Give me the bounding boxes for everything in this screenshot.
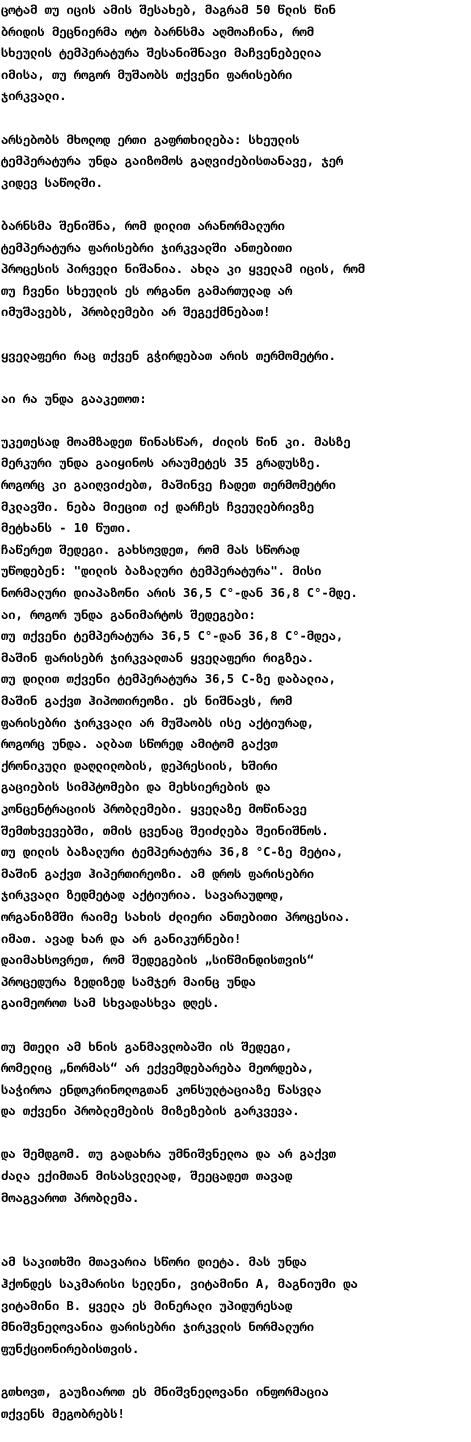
text-line: ვიტამინი B. ყველა ეს მინერალი უპიდურესად — [1, 1298, 293, 1313]
text-line: თუ დილით თქვენი ტემპერატურა 36,5 C-ზე დაბალია, — [1, 672, 336, 687]
text-line: მეტხანს - 10 წუთი. — [1, 521, 133, 536]
text-line: როგორც უნდა. ალბათ სწორედ ამიტომ გაქვთ — [1, 737, 278, 752]
paragraph — [1, 432, 467, 1015]
text-line: როგორც კი გაიღვიძებთ, მაშინვე ჩადეთ თერმომეტრი — [1, 478, 336, 493]
text-line: საჭიროა ენდოკრინოლოგთან კონსულტაციაზე წასვლა — [1, 1082, 322, 1097]
paragraph — [1, 1382, 467, 1425]
text-line: მოაგვაროთ პრობლემა. — [1, 1190, 140, 1205]
text-line: ორგანიზმში რაიმე სახის ძლიერი ანთებითი პროცესია. — [1, 909, 351, 924]
text-line: მაშინ გაქვთ ჰიპერთირეოზი. ამ დროს ფარისებრი — [1, 866, 315, 881]
text-line: გაიმეოროთ სამ სხვადასხვა დღეს. — [1, 996, 220, 1011]
paragraph — [1, 346, 467, 368]
text-line: ჰქონდეს საკმარისი სელენი, ვიტამინი A, მაგნიუმი და — [1, 1277, 358, 1292]
text-line: სხეულის ტემპერატურა შესანიშნავი მაჩვენებელია — [1, 46, 322, 61]
paragraph — [1, 1037, 467, 1123]
text-line: არსებობს მხოლოდ ერთი გაფრთხილება: სხეულის — [1, 132, 300, 147]
text-line: აი, როგორ უნდა განიმარტოს შედეგები: — [1, 607, 256, 622]
paragraph-gap — [1, 1231, 467, 1253]
text-line: მკლავში. ნება მიეცით იქ დარჩეს ჩვეულებრივზე — [1, 499, 315, 514]
text-line: რომელიც „ნორმას“ არ ექვემდებარება მეორდება, — [1, 1061, 315, 1076]
text-line: დაიმახსოვრეთ, რომ შედეგების „სიწმინდისთვის“ — [1, 953, 315, 968]
paragraph-gap — [1, 410, 467, 432]
text-line: მნიშვნელოვანია ფარისებრი ჯირკვლის ნორმალური — [1, 1320, 315, 1335]
text-line: იმათ. ავად ხარ და არ განიკურნები! — [1, 931, 242, 946]
text-line: თუ თქვენი ტემპერატურა 36,5 C°-დან 36,8 C°-მდეა, — [1, 629, 344, 644]
paragraph-gap — [1, 1015, 467, 1037]
text-line: ყველაფერი რაც თქვენ გჭირდებათ არის თერმომეტრი. — [1, 348, 336, 363]
text-line: ფარისებრი ჯირკვალი არ მუშაობს ისე აქტიურად, — [1, 715, 315, 730]
text-line: გთხოვთ, გაუზიაროთ ეს მნიშვნელოვანი ინფორმაცია — [1, 1385, 329, 1399]
text-line: იმისა, თუ როგორ მუშაობს თქვენი ფარისებრი — [1, 67, 293, 82]
text-line: უკეთესად მოამზადეთ წინასწარ, ძილის წინ კი. მასზე — [1, 434, 351, 449]
paragraph-gap — [1, 108, 467, 130]
paragraph — [1, 216, 467, 324]
text-line: ტემპერატურა უნდა გაიზომოს გაღვიძებისთანავე, ჯერ — [1, 154, 344, 169]
text-line: თქვენს მეგობრებს! — [1, 1406, 125, 1421]
text-line: მერკური უნდა გაიყინოს არაუმეტეს 35 გრადუსზე. — [1, 456, 322, 471]
text-line: ჯირკვალი. — [1, 89, 67, 104]
paragraph-gap — [1, 1123, 467, 1145]
paragraph-gap — [1, 1360, 467, 1382]
article-body — [1, 0, 467, 1425]
text-line: გაციების სიმპტომები და მეხსიერების და — [1, 780, 271, 795]
text-line: ქრონიკული დაღლილობის, დეპრესიის, ხშირი — [1, 758, 278, 773]
paragraph — [1, 389, 467, 411]
text-line: თუ მთელი ამ ხნის განმავლობაში ის შედეგი, — [1, 1039, 293, 1054]
text-line: ძალა ექიმთან მისასვლელად, შეეცადეთ თავად — [1, 1169, 293, 1184]
text-line: პროცესის პირველი ნიშანია. ახლა კი ყველამ იცის, რომ — [1, 262, 366, 277]
text-line: მაშინ ფარისებრ ჯირკვალთან ყველაფერი რიგზეა. — [1, 650, 315, 665]
text-line: უწოდებენ: "დილის ბაზალური ტემპერატურა". მისი — [1, 564, 322, 579]
text-line: კონცენტრაციის პრობლემები. ყველაზე მოწინავე — [1, 801, 307, 816]
paragraph — [1, 130, 467, 195]
text-line: ცოტამ თუ იცის ამის შესახებ, მაგრამ 50 წლის წინ — [1, 3, 336, 17]
text-line: ფუნქციონირებისთვის. — [1, 1341, 140, 1356]
text-line: ბრიდის მეცნიერმა ოტო ბარნსმა აღმოაჩინა, რომ — [1, 24, 315, 39]
text-line: აი რა უნდა გააკეთოთ: — [1, 391, 147, 406]
paragraph — [1, 1144, 467, 1209]
text-line: პროცედურა ზედიზედ სამჯერ მაინც უნდა — [1, 974, 256, 989]
text-line: და თქვენი პრობლემების მიზეზების გარკვევა. — [1, 1104, 300, 1119]
text-line: თუ დილის ბაზალური ტემპერატურა 36,8 °C-ზე მეტია, — [1, 845, 344, 860]
text-line: კიდევ საწოლში. — [1, 175, 103, 190]
text-line: და შემდგომ. თუ გადახრა უმნიშვნელოა და არ გაქვთ — [1, 1147, 336, 1162]
text-line: შემთხვევებში, თმის ცვენაც შეიძლება შეინიშნოს. — [1, 823, 329, 838]
text-line: ბარნსმა შენიშნა, რომ დილით არანორმალური — [1, 218, 285, 233]
paragraph-gap — [1, 324, 467, 346]
text-line: ჩაწერეთ შედეგი. გახსოვდეთ, რომ მას სწორად — [1, 542, 300, 557]
text-line: ჯირკვალი ზედმეტად აქტიურია. სავარაუდოდ, — [1, 888, 285, 903]
text-line: ნორმალური დიაპაზონი არის 36,5 C°-დან 36,8 C°-მდე. — [1, 586, 358, 601]
text-line: თუ ჩვენი სხეულის ეს ორგანო გამართულად არ — [1, 283, 293, 298]
text-line: ტემპერატურა ფარისებრი ჯირკვალში ანთებითი — [1, 240, 293, 255]
paragraph — [1, 0, 467, 108]
paragraph — [1, 1252, 467, 1360]
text-line: იმუშავებს, პრობლემები არ შეგექმნებათ! — [1, 305, 271, 320]
paragraph-gap — [1, 367, 467, 389]
paragraph-gap — [1, 194, 467, 216]
text-line: ამ საკითხში მთავარია სწორი დიეტა. მას უნდა — [1, 1255, 307, 1270]
paragraph-gap — [1, 1209, 467, 1231]
text-line: მაშინ გაქვთ ჰიპოთირეოზი. ეს ნიშნავს, რომ — [1, 694, 293, 708]
